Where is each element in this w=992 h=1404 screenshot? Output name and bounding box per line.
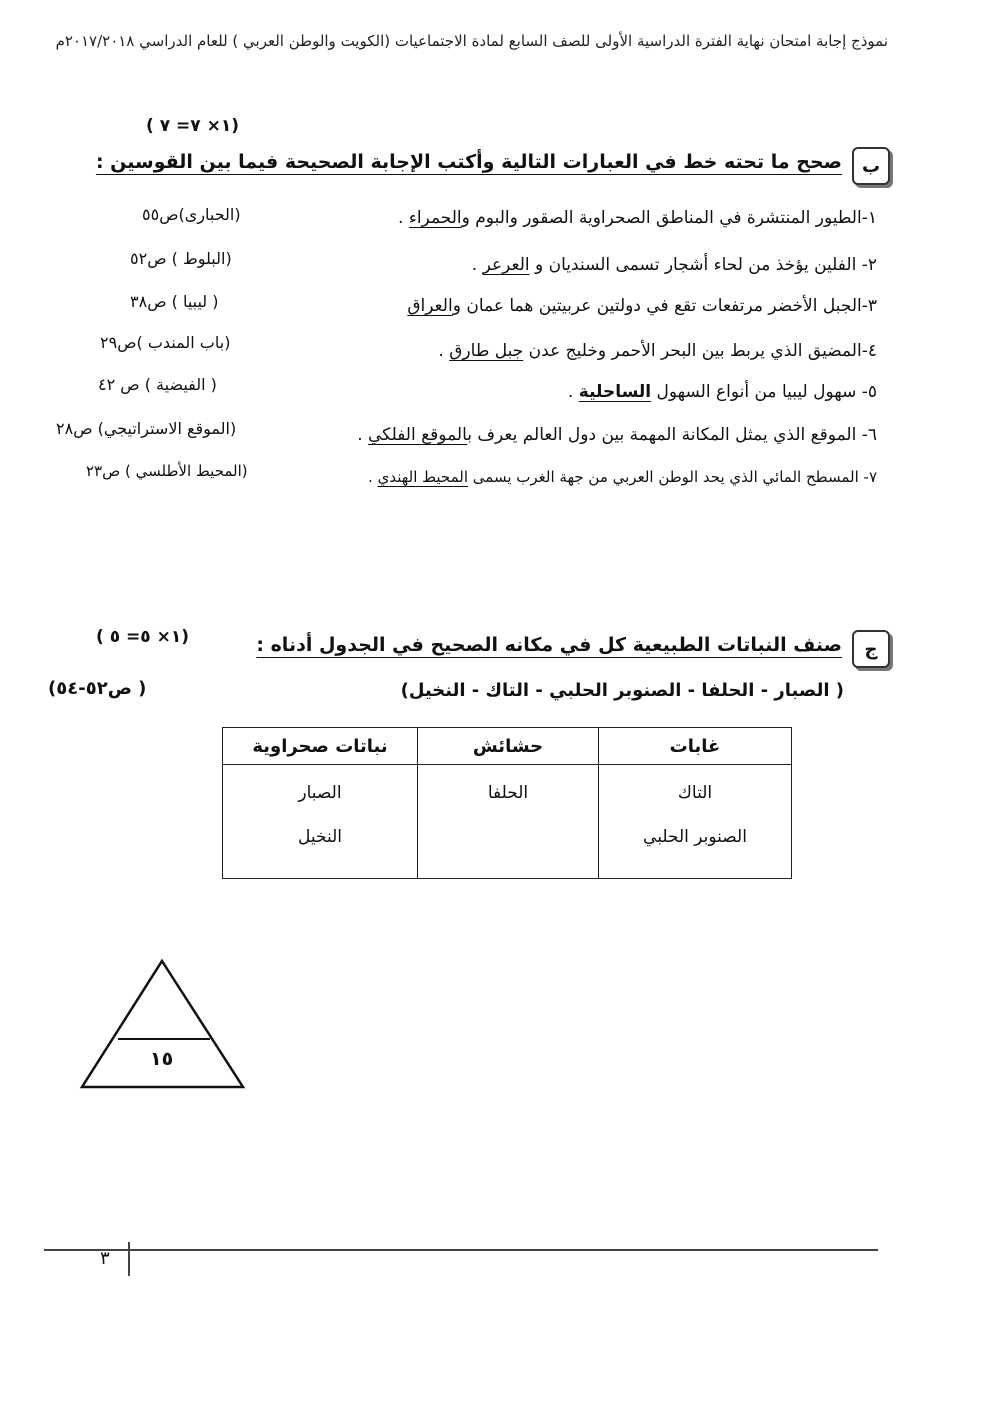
correction-answer: ( ليبيا ) ص٣٨: [130, 292, 219, 311]
statement-item: ٦- الموقع الذي يمثل المكانة المهمة بين دول العالم يعرف بالموقع الفلكي .: [357, 425, 877, 445]
score-triangle: [78, 955, 248, 1091]
statement-item: ٥- سهول ليبيا من أنواع السهول الساحلية .: [567, 382, 877, 402]
section-c-marks: ( ١× ٥= ٥): [96, 627, 189, 647]
section-b-letter: ب: [861, 155, 881, 177]
section-c-letter: ج: [864, 638, 878, 660]
cell-entry: الصنوبر الحلبي: [643, 827, 747, 847]
statement-item: ٤-المضيق الذي يربط بين البحر الأحمر وخليج عدن جبل طارق .: [438, 341, 877, 361]
table-header-desert-plants: نباتات صحراوية: [223, 728, 418, 765]
section-c-letter-box: [852, 630, 890, 668]
table-header-grasses: حشائش: [418, 728, 599, 765]
correction-answer: (المحيط الأطلسي ) ص٢٣: [86, 462, 248, 480]
pages-reference: ( ص٥٢-٥٤): [48, 678, 147, 699]
correction-answer: (الموقع الاستراتيجي) ص٢٨: [56, 419, 237, 438]
classification-table: [222, 727, 792, 879]
correction-answer: (البلوط ) ص٥٢: [130, 249, 232, 268]
cell-entry: التاك: [677, 783, 713, 803]
words-list: ( الصبار - الحلفا - الصنوبر الحلبي - التاك - النخيل): [400, 680, 844, 701]
cell-entry: الحلفا: [487, 783, 529, 803]
table-cell-forests: [599, 765, 792, 879]
score-value: ١٥: [150, 1048, 174, 1070]
page-number: ٣: [100, 1248, 110, 1269]
correction-answer: (باب المندب )ص٢٩: [100, 333, 231, 352]
statement-item: ١-الطيور المنتشرة في المناطق الصحراوية الصقور والبوم والحمراء .: [398, 208, 877, 228]
cell-entry: النخيل: [297, 827, 342, 847]
section-b-marks: ( ١× ٧= ٧): [146, 116, 239, 136]
table-cell-grasses: [418, 765, 599, 879]
table-header-row: [223, 728, 792, 765]
section-c-instruction: صنف النباتات الطبيعية كل في مكانه الصحيح في الجدول أدناه :: [256, 634, 842, 656]
table-header-forests: غابات: [599, 728, 792, 765]
page-header-title: نموذج إجابة امتحان نهاية الفترة الدراسية الأولى للصف السابع لمادة الاجتماعيات (الكويت والوطن العربي ) للعام الدراسي ٢٠١٧/٢٠١٨م: [55, 32, 888, 50]
statement-item: ٢- الفلين يؤخذ من لحاء أشجار تسمى السنديان و العرعر .: [471, 255, 877, 275]
cell-entry: الصبار: [298, 783, 342, 803]
statement-item: ٣-الجبل الأخضر مرتفعات تقع في دولتين عربيتين هما عمان والعراق: [407, 296, 877, 316]
statement-item: ٧- المسطح المائي الذي يحد الوطن العربي من جهة الغرب يسمى المحيط الهندي .: [368, 468, 877, 486]
section-b-letter-box: [852, 147, 890, 185]
footer-separator: [128, 1242, 130, 1276]
correction-answer: ( الفيضية ) ص ٤٢: [98, 375, 217, 394]
table-cell-desert-plants: [223, 765, 418, 879]
section-b-instruction: صحح ما تحته خط في العبارات التالية وأكتب الإجابة الصحيحة فيما بين القوسين :: [95, 151, 842, 173]
footer-rule: [44, 1249, 878, 1251]
table-row: [223, 765, 792, 879]
correction-answer: (الحبارى)ص٥٥: [142, 205, 241, 224]
